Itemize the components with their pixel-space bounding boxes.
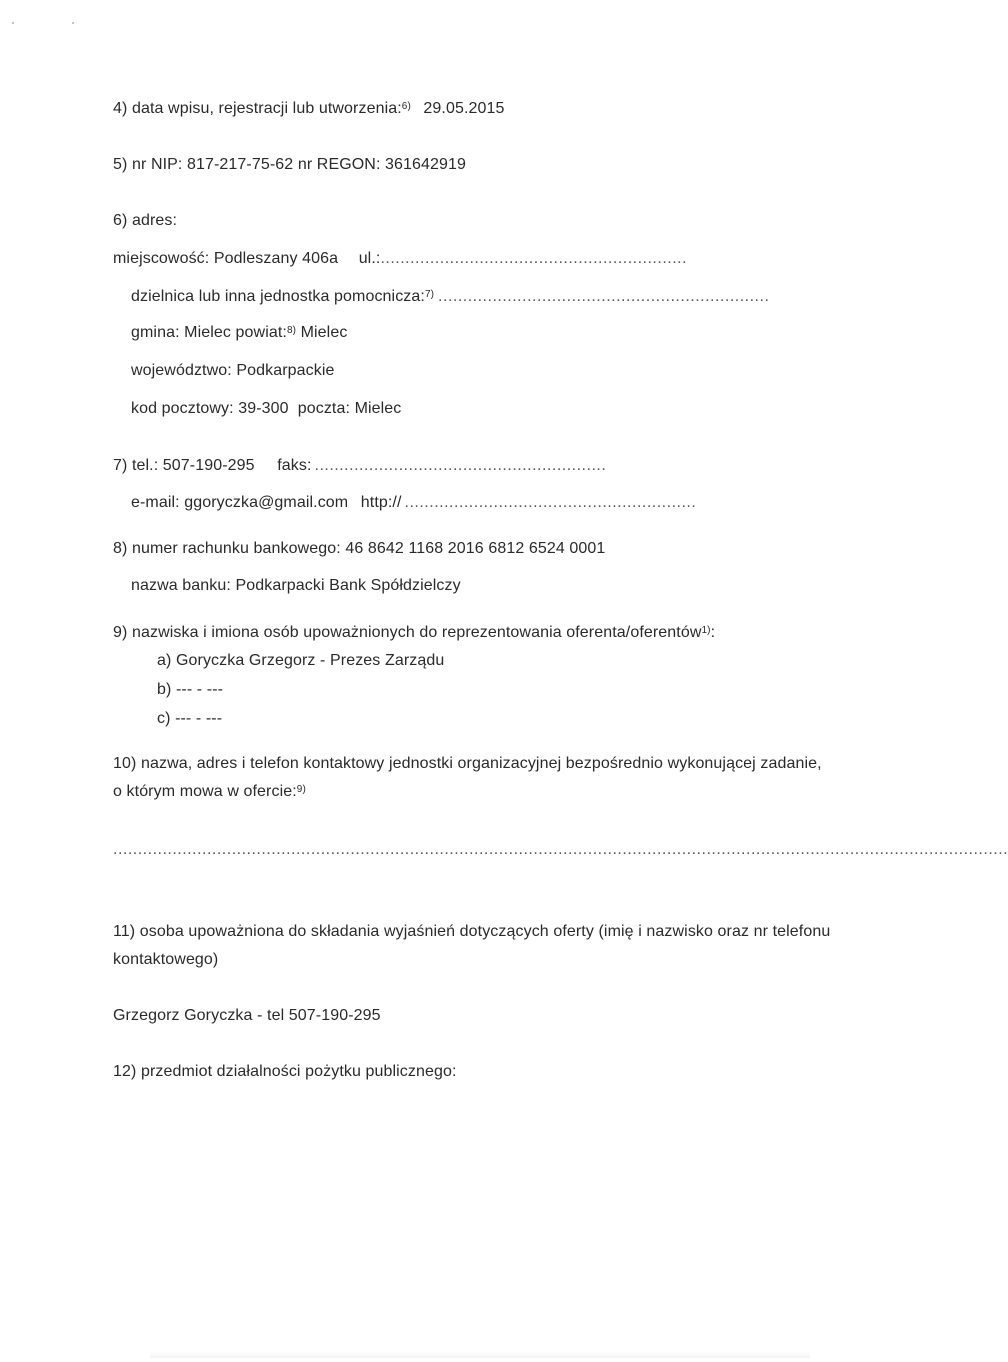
representative-b: b) --- - ---: [157, 681, 224, 698]
representatives-label: 9) nazwiska i imiona osób upoważnionych do reprezentowania oferenta/oferentów: [113, 624, 702, 641]
street-dots: ..............................................................: [380, 250, 688, 267]
address-voivodeship: województwo: Podkarpackie: [131, 362, 335, 379]
www-dots: ...........................................................: [404, 494, 697, 511]
scan-edge-shadow: [150, 1352, 810, 1358]
item-8-bank-name: nazwa banku: Podkarpacki Bank Spółdzielczy: [131, 577, 461, 594]
phone-value: 7) tel.: 507-190-295: [113, 457, 255, 474]
address-commune: [131, 323, 347, 343]
item-5-nip-regon: 5) nr NIP: 817-217-75-62 nr REGON: 361642919: [113, 156, 467, 173]
scan-speck: [12, 22, 14, 24]
district-label: dzielnica lub inna jednostka pomocnicza:: [131, 288, 425, 305]
fax-label: faks:: [277, 457, 312, 474]
item-4-registration-date: [113, 99, 505, 119]
footnote-ref: 6): [401, 101, 411, 112]
item-10-unit-line1: 10) nazwa, adres i telefon kontaktowy jednostki organizacyjnej bezpośrednio wykonującej zadanie,: [113, 755, 822, 772]
item-12-public-benefit: 12) przedmiot działalności pożytku publicznego:: [113, 1063, 457, 1080]
item-11-contact-value: Grzegorz Goryczka - tel 507-190-295: [113, 1007, 381, 1024]
footnote-ref: 7): [424, 289, 435, 300]
item-10-fill-dots: .....................................................................................................................................................................................: [113, 841, 1008, 858]
unit-line2-text: o którym mowa w ofercie:: [113, 783, 297, 800]
representative-c: c) --- - ---: [157, 710, 223, 727]
fax-dots: ...........................................................: [314, 457, 607, 474]
locality-value: miejscowość: Podleszany 406a: [113, 250, 339, 267]
item-11-contact-line1: 11) osoba upoważniona do składania wyjaśnień dotyczących oferty (imię i nazwisko oraz nr telefonu: [113, 923, 831, 940]
item-6-address-label: 6) adres:: [113, 212, 178, 229]
footnote-ref: 1): [701, 625, 711, 636]
item-7-phone-fax: [113, 456, 606, 476]
www-label: http://: [360, 494, 402, 511]
address-locality: [113, 249, 687, 269]
email-value: e-mail: ggoryczka@gmail.com: [131, 494, 349, 511]
representatives-colon: :: [710, 624, 716, 641]
footnote-ref: 8): [286, 325, 297, 336]
representative-a: a) Goryczka Grzegorz - Prezes Zarządu: [157, 652, 445, 669]
commune-label: gmina: Mielec powiat:: [131, 324, 287, 341]
county-value: Mielec: [300, 324, 348, 341]
item-9-representatives: [113, 623, 715, 643]
item-8-bank-account: 8) numer rachunku bankowego: 46 8642 1168 2016 6812 6524 0001: [113, 540, 606, 557]
item-4-value: 29.05.2015: [423, 100, 505, 117]
street-label: ul.:: [358, 250, 381, 267]
item-7-email-www: [131, 493, 696, 513]
item-4-label: 4) data wpisu, rejestracji lub utworzenia:: [113, 100, 402, 117]
district-dots: ...................................................................: [438, 288, 770, 305]
address-district: [131, 287, 769, 307]
scan-speck: [72, 22, 74, 24]
footnote-ref: 9): [296, 784, 306, 795]
item-10-unit-line2: [113, 782, 306, 802]
address-postal: kod pocztowy: 39-300 poczta: Mielec: [131, 400, 402, 417]
item-11-contact-line2: kontaktowego): [113, 951, 219, 968]
